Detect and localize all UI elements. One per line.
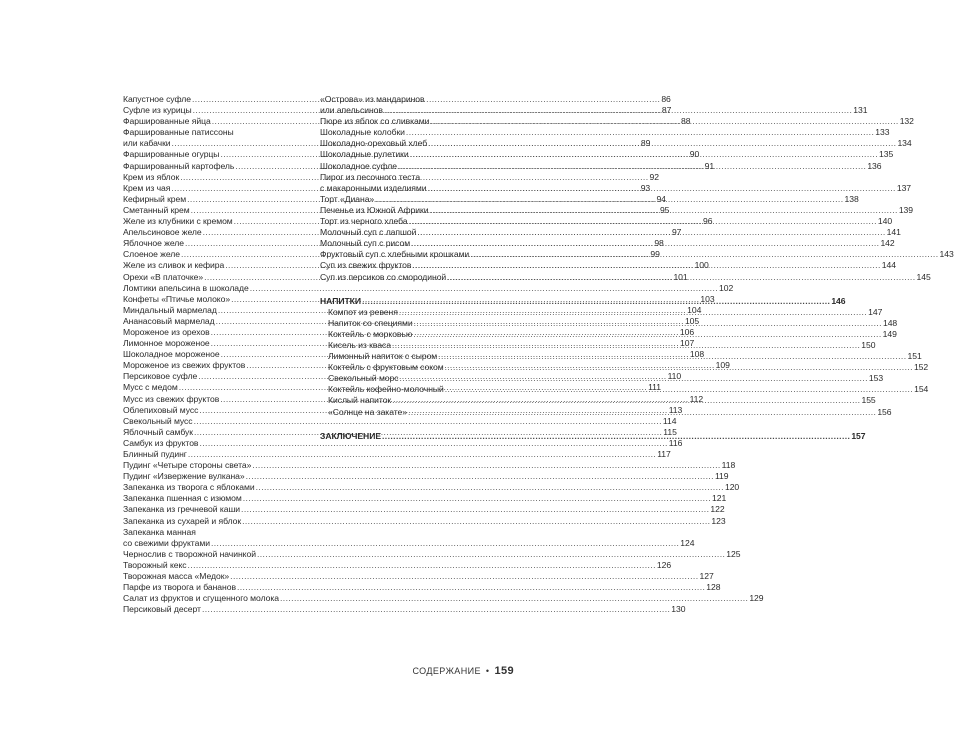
entry-page: 150 <box>861 339 876 350</box>
entry-title: Персиковое суфле <box>123 371 198 382</box>
dot-leader <box>470 249 938 260</box>
entry-page: 123 <box>711 515 726 526</box>
dot-leader <box>413 326 881 340</box>
footer-bullet: • <box>485 666 490 676</box>
entry-page: 138 <box>844 193 859 204</box>
toc-entry[interactable] <box>123 482 740 493</box>
entry-title: Свекольный мусс <box>123 415 193 426</box>
dot-leader <box>382 431 850 442</box>
entry-page: 97 <box>671 227 682 238</box>
entry-title: Ананасовый мармелад <box>123 315 215 326</box>
entry-page: 149 <box>882 328 897 339</box>
entry-page: 130 <box>671 604 686 615</box>
entry-page: 93 <box>640 182 651 193</box>
dot-leader <box>410 149 878 160</box>
entry-title: Суфле из курицы <box>123 105 192 116</box>
entry-title: Кисель из кваса <box>328 339 391 350</box>
entry-title: Запеканка из творога с яблоками <box>123 482 255 493</box>
entry-title: Персиковый десерт <box>123 604 201 615</box>
entry-page: 101 <box>673 271 688 282</box>
entry-title: Фаршированные яйца <box>123 116 211 127</box>
entry-title: или кабачки <box>123 138 171 149</box>
entry-page: 86 <box>661 94 671 104</box>
dot-leader <box>398 161 866 172</box>
entry-page: 126 <box>656 559 672 570</box>
entry-title: Мусс из свежих фруктов <box>123 393 220 404</box>
entry-title: Коктейль с фруктовым соком <box>328 362 444 373</box>
dot-leader <box>246 471 714 482</box>
dot-leader <box>428 138 896 149</box>
entry-page: 88 <box>681 116 691 127</box>
entry-page: 89 <box>640 138 651 149</box>
entry-title: Ломтики апельсина в шоколаде <box>123 282 249 293</box>
dot-leader <box>429 205 897 216</box>
entry-title: Суп из свежих фруктов <box>320 260 412 271</box>
entry-title: с макаронными изделиями <box>320 182 427 193</box>
toc-entry[interactable] <box>123 449 671 460</box>
dot-leader <box>412 260 880 271</box>
dot-leader <box>414 315 882 329</box>
entry-title: Лимонный напиток с сыром <box>328 351 438 362</box>
entry-page: 107 <box>679 338 695 349</box>
toc-entry[interactable] <box>123 504 725 515</box>
dot-leader <box>188 560 656 571</box>
dot-leader <box>406 127 874 138</box>
dot-leader <box>211 538 679 549</box>
footer-label: СОДЕРЖАНИЕ <box>412 666 481 676</box>
entry-page: 105 <box>684 315 700 326</box>
entry-page: 90 <box>689 149 700 160</box>
entry-title: Коктейль с морковью <box>328 328 413 339</box>
entry-page: 125 <box>726 548 741 559</box>
entry-title: Парфе из творога и бананов <box>123 582 236 593</box>
dot-leader <box>241 504 709 515</box>
entry-title: Миндальный мармелад <box>123 304 217 315</box>
entry-title-line: Пирог из песочного теста <box>320 171 421 182</box>
entry-page: 136 <box>867 160 882 171</box>
entry-title: Напиток со специями <box>328 317 413 328</box>
entry-title: Кислый напиток <box>328 395 392 406</box>
dot-leader <box>392 340 860 351</box>
section-page: 146 <box>831 295 846 306</box>
entry-page: 153 <box>868 373 884 384</box>
entry-title: Свекольный морс <box>328 373 399 384</box>
dot-leader <box>384 105 852 116</box>
toc-entry[interactable] <box>123 593 764 604</box>
dot-leader <box>243 493 711 504</box>
entry-page: 120 <box>724 482 740 493</box>
section-page: 157 <box>851 430 866 441</box>
entry-title: Яблочное желе <box>123 238 184 249</box>
entry-page: 144 <box>881 260 896 271</box>
entry-page: 152 <box>913 362 929 373</box>
entry-page: 102 <box>719 282 734 293</box>
entry-page: 119 <box>714 471 729 482</box>
entry-page: 94 <box>656 193 666 204</box>
entry-page: 142 <box>880 238 895 249</box>
dot-leader <box>409 216 877 227</box>
entry-title: Коктейль кофейно-молочный <box>328 384 444 395</box>
entry-page: 141 <box>886 227 901 238</box>
entry-title: Салат из фруктов и сгущенного молока <box>123 593 279 604</box>
entry-page: 122 <box>710 504 725 515</box>
dot-leader <box>445 362 913 373</box>
dot-leader <box>280 593 748 604</box>
dot-leader <box>400 373 868 384</box>
entry-title: со свежими фруктами <box>123 537 210 548</box>
entry-title: Шоколадные рулетики <box>320 149 409 160</box>
entry-page: 134 <box>897 138 912 149</box>
toc-entry[interactable] <box>123 460 736 471</box>
entry-title-line: Фаршированные патиссоны <box>123 127 234 138</box>
entry-page: 135 <box>878 149 894 160</box>
entry-page: 87 <box>661 105 672 116</box>
entry-title: Самбук из фруктов <box>123 437 199 448</box>
entry-page: 111 <box>648 382 661 393</box>
entry-title: Крем из чая <box>123 182 171 193</box>
page-number: 159 <box>494 665 514 677</box>
entry-page: 147 <box>868 306 883 317</box>
toc-entry[interactable] <box>123 282 734 294</box>
entry-page: 121 <box>712 493 727 504</box>
dot-leader <box>430 116 898 127</box>
entry-title: Кефирный крем <box>123 193 187 204</box>
page-footer <box>412 665 514 677</box>
entry-title: Торт «Диана» <box>320 193 375 204</box>
dot-leader <box>256 482 724 493</box>
entry-page: 128 <box>706 582 721 593</box>
entry-title: Запеканка из гречневой каши <box>123 504 241 515</box>
dot-leader <box>257 549 725 560</box>
section-title: НАПИТКИ <box>320 295 361 306</box>
entry-title: Фаршированный картофель <box>123 160 235 171</box>
entry-page: 110 <box>667 371 682 382</box>
entry-title: Творожный кекс <box>123 559 187 570</box>
entry-title: Пюре из яблок со сливками <box>320 116 430 127</box>
dot-leader <box>417 227 885 238</box>
entry-page: 154 <box>914 384 929 395</box>
toc-entry[interactable] <box>320 127 890 138</box>
entry-page: 112 <box>689 393 704 404</box>
entry-title: Блинный пудинг <box>123 449 187 459</box>
entry-title: «Солнце на закате» <box>328 406 407 417</box>
dot-leader <box>411 238 879 249</box>
dot-leader <box>375 194 843 205</box>
dot-leader <box>237 582 705 593</box>
dot-leader <box>392 395 860 406</box>
entry-page: 129 <box>749 593 764 604</box>
dot-leader <box>428 183 896 194</box>
entry-title: Желе из клубники с кремом <box>123 216 233 227</box>
entry-title: Молочный суп с рисом <box>320 238 411 249</box>
entry-page: 96 <box>703 216 713 227</box>
entry-title: Суп из персиков со смородиной <box>320 271 447 282</box>
toc-entry[interactable] <box>123 571 714 582</box>
entry-page: 108 <box>689 349 705 360</box>
toc-entry[interactable] <box>123 559 672 571</box>
entry-title: Фруктовый суп с хлебными крошками <box>320 249 470 260</box>
dot-leader <box>362 293 830 307</box>
toc-entry[interactable] <box>123 604 686 615</box>
entry-title: Конфеты «Птичье молоко» <box>123 293 231 304</box>
entry-page: 132 <box>899 116 914 127</box>
toc-entry[interactable] <box>123 493 727 504</box>
entry-page: 137 <box>896 182 912 193</box>
dot-leader <box>202 604 670 615</box>
entry-title: Чернослив с творожной начинкой <box>123 548 256 559</box>
entry-page: 143 <box>939 249 954 260</box>
entry-title: Мороженое из орехов <box>123 326 210 337</box>
entry-page: 148 <box>882 317 898 328</box>
entry-page: 133 <box>875 127 890 138</box>
toc-entry[interactable] <box>123 548 741 560</box>
dot-leader <box>438 351 906 362</box>
toc-entry[interactable] <box>123 582 721 593</box>
entry-page: 109 <box>715 360 730 371</box>
entry-title: Яблочный самбук <box>123 426 193 437</box>
entry-title: Шоколадно-ореховый хлеб <box>320 138 428 149</box>
entry-title: Фаршированные огурцы <box>123 149 220 160</box>
entry-page: 106 <box>679 326 695 337</box>
toc-entry[interactable] <box>123 471 729 482</box>
entry-page: 127 <box>699 571 714 582</box>
entry-title: Пудинг «Извержение вулкана» <box>123 471 245 482</box>
entry-title: Капустное суфле <box>123 94 191 104</box>
entry-page: 91 <box>704 160 715 171</box>
entry-page: 113 <box>668 404 683 415</box>
entry-title: Апельсиновое желе <box>123 227 202 238</box>
entry-title: Шоколадное мороженое <box>123 349 220 360</box>
entry-title: Творожная масса «Медок» <box>123 571 230 582</box>
dot-leader <box>408 404 876 418</box>
entry-page: 103 <box>700 293 715 304</box>
entry-title: Крем из яблок <box>123 171 180 182</box>
entry-page: 131 <box>853 105 868 116</box>
entry-page: 99 <box>650 249 660 260</box>
dot-leader <box>188 449 656 460</box>
entry-page: 115 <box>663 426 677 437</box>
section-title: ЗАКЛЮЧЕНИЕ <box>320 430 381 441</box>
entry-page: 98 <box>654 238 664 249</box>
entry-title: Торт из черного хлеба <box>320 216 408 227</box>
entry-title: Мусс с медом <box>123 382 178 393</box>
entry-title: Мороженое из свежих фруктов <box>123 360 246 371</box>
entry-title: или апельсинов <box>320 105 383 116</box>
entry-title: Компот из ревеня <box>328 306 398 317</box>
entry-title: Орехи «В платочке» <box>123 271 204 282</box>
entry-title: Лимонное мороженое <box>123 338 210 349</box>
entry-title: Желе из сливок и кефира <box>123 260 225 271</box>
toc-entry[interactable] <box>123 526 695 549</box>
entry-page: 100 <box>694 260 709 271</box>
entry-page: 145 <box>916 271 931 282</box>
entry-page: 95 <box>659 204 670 215</box>
entry-page: 116 <box>668 437 683 448</box>
entry-page: 155 <box>861 395 876 406</box>
entry-title: Слоеное желе <box>123 249 181 260</box>
entry-page: 118 <box>721 460 736 471</box>
entry-title: Шоколадное суфле <box>320 160 397 171</box>
entry-title: Молочный суп с лапшой <box>320 227 417 238</box>
entry-page: 156 <box>877 406 892 417</box>
entry-title-line: Запеканка манная <box>123 526 196 537</box>
entry-page: 92 <box>649 171 659 182</box>
toc-entry[interactable] <box>123 437 683 449</box>
dot-leader <box>399 304 867 318</box>
entry-title: Шоколадные колобки <box>320 127 405 138</box>
entry-title: Пудинг «Четыре стороны света» <box>123 460 252 471</box>
dot-leader <box>252 460 720 471</box>
entry-page: 151 <box>907 351 922 362</box>
toc-entry[interactable] <box>123 415 677 427</box>
entry-title-line: «Острова» из мандаринов <box>320 94 425 104</box>
toc-entry[interactable] <box>123 515 726 527</box>
dot-leader <box>242 516 710 527</box>
entry-title: Запеканка из сухарей и яблок <box>123 515 242 526</box>
dot-leader <box>447 272 915 283</box>
entry-title: Запеканка пшенная с изюмом <box>123 493 242 504</box>
entry-page: 124 <box>680 537 695 548</box>
entry-title: Сметанный крем <box>123 204 190 215</box>
dot-leader <box>445 384 913 395</box>
entry-page: 114 <box>662 415 677 426</box>
entry-page: 117 <box>657 449 671 459</box>
entry-title: Печенье из Южной Африки <box>320 204 429 215</box>
entry-page: 140 <box>877 216 893 227</box>
entry-page: 139 <box>898 204 914 215</box>
entry-page: 104 <box>687 304 702 315</box>
dot-leader <box>230 571 698 582</box>
entry-title: Облепиховый мусс <box>123 404 199 415</box>
